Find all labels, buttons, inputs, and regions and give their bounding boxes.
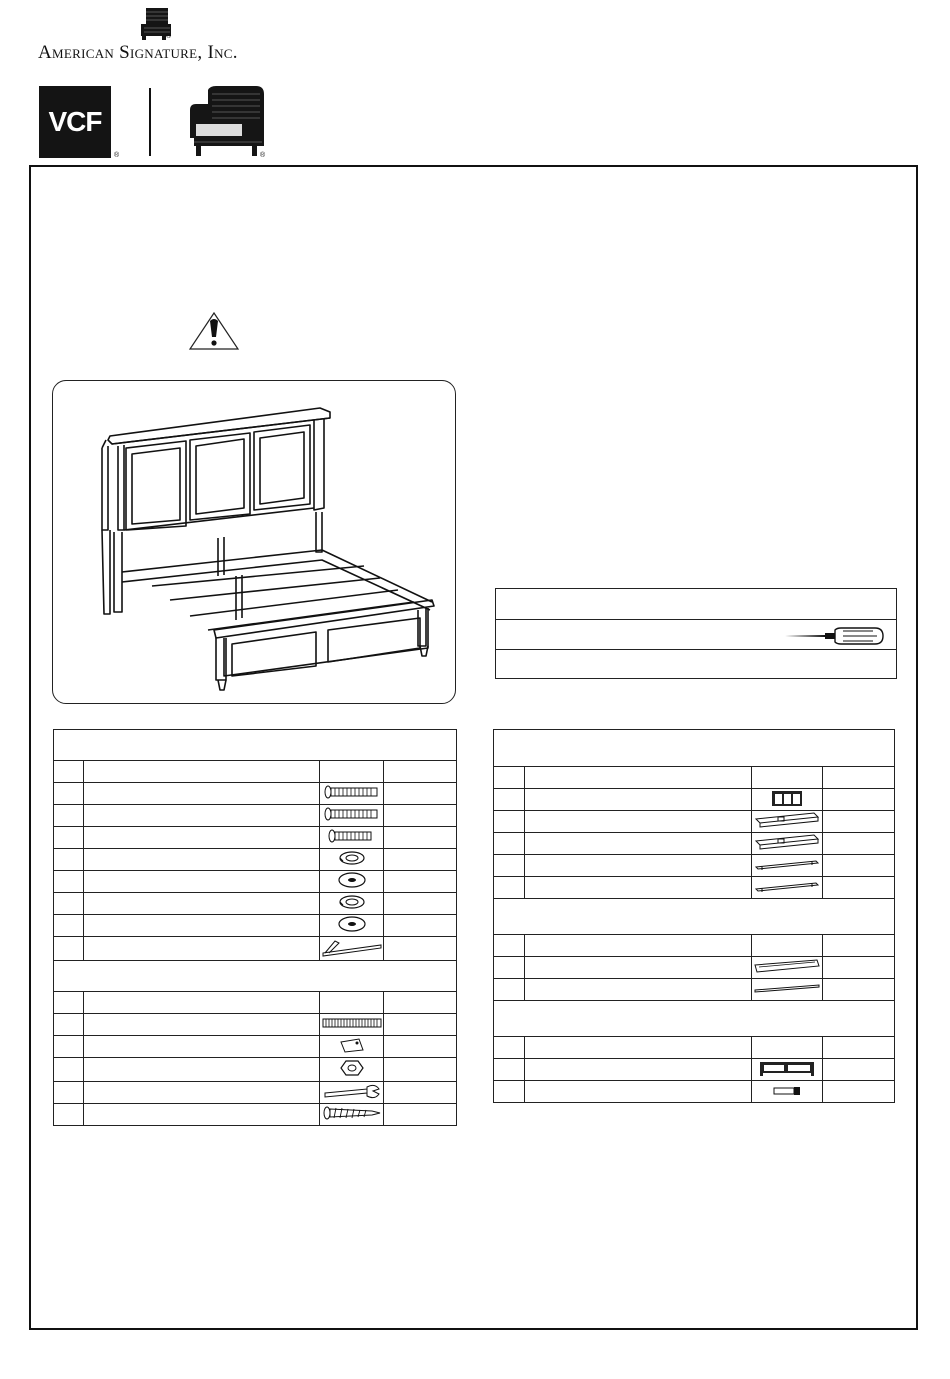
part-quantity-cell	[384, 1104, 457, 1126]
hardware-table	[53, 729, 457, 1126]
part-description-cell	[525, 1081, 752, 1103]
part-key-cell	[54, 915, 84, 937]
part-image-cell	[320, 893, 384, 915]
vcf-logo-text: VCF	[48, 106, 102, 137]
part-quantity-cell	[384, 1082, 457, 1104]
part-description-cell	[84, 849, 320, 871]
part-description-cell	[525, 833, 752, 855]
part-key-cell	[54, 893, 84, 915]
rail-icon	[754, 833, 820, 851]
part-description-cell	[84, 1104, 320, 1126]
part-key-cell	[494, 957, 525, 979]
hex-nut-icon	[339, 1058, 365, 1078]
part-image-cell	[320, 915, 384, 937]
part-image-cell	[752, 957, 823, 979]
part-key-cell	[54, 849, 84, 871]
table-row	[54, 1104, 457, 1126]
part-key-cell	[494, 1059, 525, 1081]
threaded-rod-icon	[321, 1016, 383, 1030]
part-image-cell	[320, 937, 384, 961]
part-key-cell	[54, 827, 84, 849]
table-section-header	[54, 961, 457, 992]
rail-icon	[754, 811, 820, 829]
footboard-icon	[758, 1059, 816, 1077]
part-description-cell	[84, 1058, 320, 1082]
part-quantity-cell	[384, 1036, 457, 1058]
part-key-cell	[494, 789, 525, 811]
slat-icon	[754, 857, 820, 871]
table-row	[54, 1082, 457, 1104]
part-description-cell	[525, 1059, 752, 1081]
part-quantity-cell	[384, 871, 457, 893]
part-image-cell	[752, 833, 823, 855]
part-quantity-cell	[823, 1059, 895, 1081]
part-description-cell	[84, 1036, 320, 1058]
part-description-cell	[525, 957, 752, 979]
part-quantity-cell	[384, 1058, 457, 1082]
table-header-row	[494, 935, 895, 957]
leg-icon	[770, 1083, 804, 1097]
logo-divider	[149, 88, 151, 156]
armchair-logo-icon	[186, 84, 268, 160]
registered-mark: ®	[166, 33, 172, 40]
part-key-cell	[54, 1082, 84, 1104]
table-row	[494, 855, 895, 877]
vcf-logo	[39, 86, 111, 158]
thin-slat-icon	[753, 983, 821, 993]
parts-table	[493, 729, 895, 1103]
table-header-row	[494, 767, 895, 789]
bracket-icon	[337, 1036, 367, 1054]
part-quantity-cell	[823, 811, 895, 833]
table-row	[54, 783, 457, 805]
table-row	[54, 805, 457, 827]
part-quantity-cell	[823, 877, 895, 899]
part-description-cell	[525, 877, 752, 899]
table-row	[494, 811, 895, 833]
table-section-header	[494, 730, 895, 767]
table-row	[54, 915, 457, 937]
part-quantity-cell	[384, 827, 457, 849]
part-description-cell	[525, 855, 752, 877]
tools-row	[496, 619, 896, 650]
long-bolt-icon	[323, 784, 381, 800]
table-header-row	[54, 992, 457, 1014]
table-row	[54, 937, 457, 961]
part-image-cell	[320, 1036, 384, 1058]
table-header-row	[494, 1037, 895, 1059]
table-row	[494, 789, 895, 811]
part-quantity-cell	[384, 783, 457, 805]
table-row	[494, 957, 895, 979]
part-description-cell	[84, 937, 320, 961]
table-section-header	[494, 899, 895, 935]
tools-row	[496, 649, 896, 680]
part-key-cell	[494, 833, 525, 855]
part-key-cell	[54, 937, 84, 961]
part-quantity-cell	[823, 789, 895, 811]
part-quantity-cell	[384, 937, 457, 961]
part-image-cell	[320, 805, 384, 827]
part-key-cell	[494, 877, 525, 899]
part-key-cell	[494, 811, 525, 833]
part-key-cell	[54, 805, 84, 827]
part-key-cell	[494, 855, 525, 877]
part-quantity-cell	[384, 915, 457, 937]
medium-bolt-icon	[327, 828, 377, 844]
part-image-cell	[752, 855, 823, 877]
part-key-cell	[54, 1014, 84, 1036]
part-image-cell	[320, 1058, 384, 1082]
registered-mark: ®	[260, 152, 266, 159]
bed-illustration	[52, 380, 456, 704]
part-image-cell	[320, 1082, 384, 1104]
part-image-cell	[320, 1014, 384, 1036]
part-key-cell	[54, 1058, 84, 1082]
part-quantity-cell	[823, 979, 895, 1001]
part-image-cell	[752, 979, 823, 1001]
part-quantity-cell	[384, 849, 457, 871]
part-key-cell	[494, 979, 525, 1001]
slat-icon	[754, 879, 820, 893]
part-description-cell	[525, 979, 752, 1001]
part-key-cell	[54, 1036, 84, 1058]
part-description-cell	[84, 915, 320, 937]
screwdriver-icon	[781, 626, 885, 646]
part-image-cell	[752, 811, 823, 833]
flat-washer-icon	[337, 915, 367, 933]
table-header-row	[54, 761, 457, 783]
part-image-cell	[752, 1081, 823, 1103]
table-section-header	[494, 1001, 895, 1037]
part-image-cell	[320, 827, 384, 849]
table-row	[54, 849, 457, 871]
part-quantity-cell	[384, 1014, 457, 1036]
long-bolt-icon	[323, 806, 381, 822]
part-description-cell	[84, 1014, 320, 1036]
part-image-cell	[752, 1059, 823, 1081]
part-quantity-cell	[823, 1081, 895, 1103]
wood-screw-icon	[322, 1105, 382, 1121]
part-quantity-cell	[384, 893, 457, 915]
part-description-cell	[84, 893, 320, 915]
table-row	[494, 833, 895, 855]
tools-required-box	[495, 588, 897, 679]
part-description-cell	[525, 811, 752, 833]
headboard-icon	[770, 789, 804, 807]
part-image-cell	[320, 849, 384, 871]
table-row	[494, 1081, 895, 1103]
part-description-cell	[84, 827, 320, 849]
lock-washer-icon	[337, 849, 367, 867]
side-rail-icon	[753, 957, 821, 975]
table-row	[494, 1059, 895, 1081]
part-image-cell	[752, 877, 823, 899]
wrench-icon	[323, 1083, 381, 1099]
company-name: American Signature, Inc.	[38, 42, 238, 63]
table-row	[54, 827, 457, 849]
part-description-cell	[84, 805, 320, 827]
table-section-header	[54, 730, 457, 761]
registered-mark: ®	[114, 152, 120, 159]
table-row	[54, 1058, 457, 1082]
part-quantity-cell	[823, 855, 895, 877]
table-row	[494, 979, 895, 1001]
flat-washer-icon	[337, 871, 367, 889]
part-image-cell	[320, 783, 384, 805]
part-key-cell	[54, 1104, 84, 1126]
part-description-cell	[84, 871, 320, 893]
part-image-cell	[320, 871, 384, 893]
allen-wrench-icon	[321, 937, 383, 957]
part-description-cell	[84, 1082, 320, 1104]
warning-icon	[188, 311, 240, 351]
part-key-cell	[54, 783, 84, 805]
table-row	[54, 1036, 457, 1058]
table-row	[54, 1014, 457, 1036]
table-row	[494, 877, 895, 899]
part-quantity-cell	[823, 957, 895, 979]
table-row	[54, 871, 457, 893]
product-image-box	[52, 380, 456, 704]
part-description-cell	[525, 789, 752, 811]
lock-washer-icon	[337, 893, 367, 911]
part-description-cell	[84, 783, 320, 805]
part-image-cell	[320, 1104, 384, 1126]
table-row	[54, 893, 457, 915]
part-quantity-cell	[823, 833, 895, 855]
part-image-cell	[752, 789, 823, 811]
part-key-cell	[54, 871, 84, 893]
part-quantity-cell	[384, 805, 457, 827]
part-key-cell	[494, 1081, 525, 1103]
